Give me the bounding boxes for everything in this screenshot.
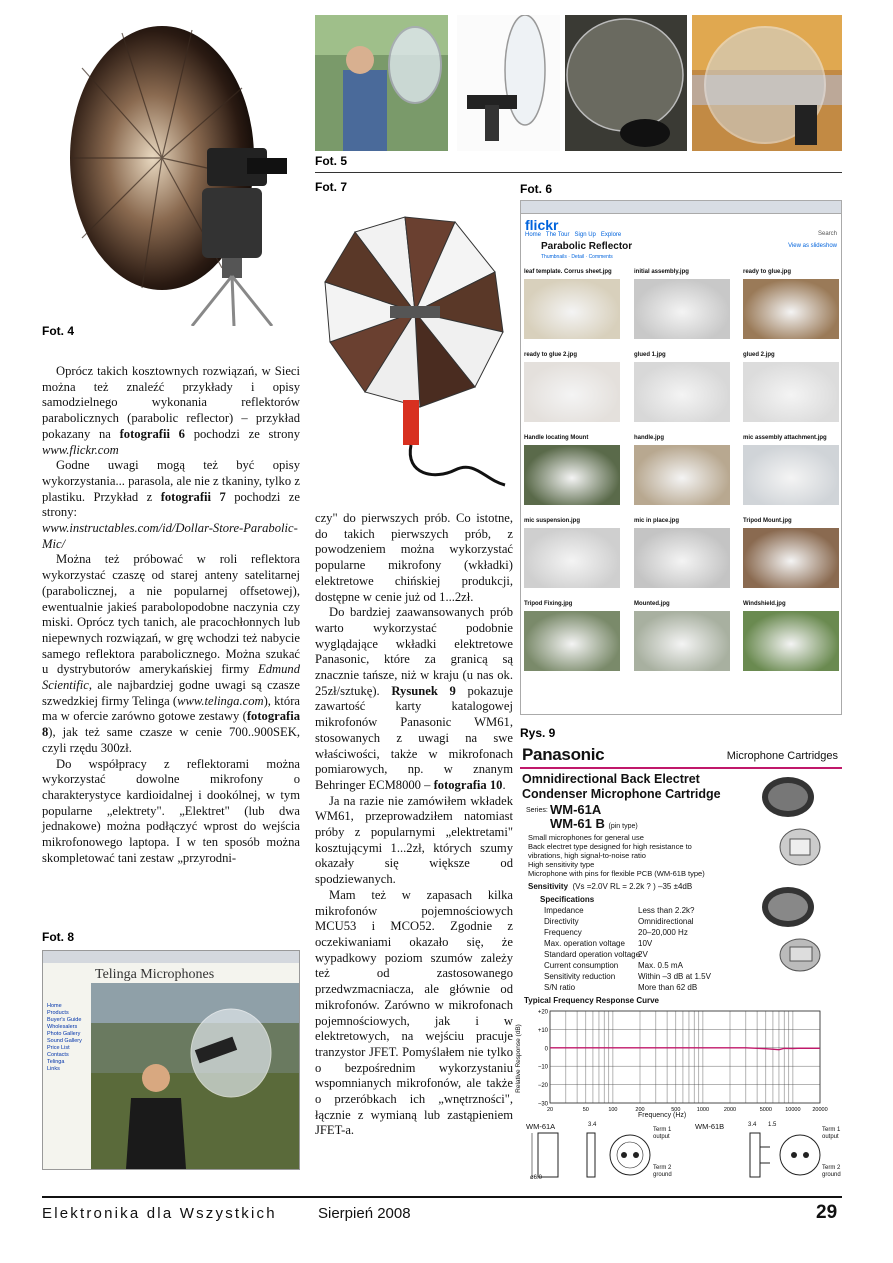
thumbnail-label: glued 1.jpg <box>634 352 666 358</box>
x-tick-label: 200 <box>635 1107 645 1113</box>
thumbnail-label: Mounted.jpg <box>634 601 670 607</box>
dim-label-a: WM-61A <box>526 1122 556 1131</box>
caption-fot7: Fot. 7 <box>315 180 347 194</box>
spec-name: Frequency <box>544 928 582 937</box>
thumbnail-image[interactable] <box>524 279 620 339</box>
panasonic-brand: Panasonic <box>522 745 605 764</box>
thumbnail-image[interactable] <box>634 445 730 505</box>
term1-b: Term 1 output <box>822 1127 841 1140</box>
ds-title-1: Omnidirectional Back Electret <box>522 772 700 786</box>
thumbnail-label: glued 2.jpg <box>743 352 775 358</box>
thumbnail-label: Windshield.jpg <box>743 601 786 607</box>
tab-detail[interactable]: Detail <box>571 254 585 260</box>
menu-item[interactable]: Wholesalers <box>47 1024 78 1030</box>
spec-value: 2V <box>638 950 648 959</box>
caption-fot8: Fot. 8 <box>42 930 74 944</box>
y-tick-label: −30 <box>537 1101 548 1108</box>
nav-tour[interactable]: The Tour <box>545 232 570 238</box>
thumbnail-label: leaf template. Corrus sheet.jpg <box>524 269 612 275</box>
footer-magazine: Elektronika dla Wszystkich <box>42 1205 277 1222</box>
photo-parabolic-reflector-tripod <box>42 8 300 326</box>
telinga-menu <box>47 1003 91 1073</box>
browser-toolbar <box>521 201 842 214</box>
menu-item[interactable]: Links <box>47 1066 60 1072</box>
curve-title: Typical Frequency Response Curve <box>524 996 660 1005</box>
series-label: Series: <box>526 807 548 814</box>
cartridge-images <box>750 775 840 975</box>
panasonic-category: Microphone Cartridges <box>726 750 838 762</box>
dimension-drawings <box>520 1117 842 1189</box>
thumbnail-label: ready to glue 2.jpg <box>524 352 578 358</box>
footer-rule <box>42 1196 842 1198</box>
link-instructables[interactable]: www.instructables.com/id/Dollar-Store-Parabolic-Mic/ <box>42 521 298 551</box>
spec-value: Less than 2.2k? <box>638 906 695 915</box>
thumbnail-label: mic assembly attachment.jpg <box>743 435 827 441</box>
y-tick-label: 0 <box>544 1046 548 1053</box>
thumbnail-image[interactable] <box>743 445 839 505</box>
thumbnail-image[interactable] <box>743 528 839 588</box>
thumbnail-image[interactable] <box>634 528 730 588</box>
menu-item[interactable]: Home <box>47 1003 62 1009</box>
spec-name: Sensitivity reduction <box>544 972 616 981</box>
ds-title-2: Condenser Microphone Cartridge <box>522 787 721 801</box>
thumbnail-image[interactable] <box>524 445 620 505</box>
set-tabs: Thumbnails · Detail · Comments <box>541 254 613 260</box>
dim-d1: 3.4 <box>588 1122 597 1128</box>
menu-item[interactable]: Buyer's Guide <box>47 1017 82 1023</box>
tab-thumbnails[interactable]: Thumbnails <box>541 254 567 260</box>
menu-item[interactable]: Products <box>47 1010 69 1016</box>
model-1: WM-61A <box>550 802 602 817</box>
footer-issue: Sierpień 2008 <box>318 1205 411 1222</box>
caption-fot6: Fot. 6 <box>520 182 552 196</box>
thumbnail-image[interactable] <box>524 528 620 588</box>
feature-list: Small microphones for general use Back electret type designed for high resistance to vibrations, high signal-to-noise ratio High sensitivity type Microphone with pins for flexible PCB (WM-61B type) <box>528 833 705 878</box>
article-column-1: Oprócz takich kosztownych rozwiązań, w Sieci można też znaleźć przykłady i opisy samodzielnego wykonania reflektorów parabolicznych (parabolic reflector) – przykład pokazany na fotografii 6 pochodzi ze strony www.flickr.com Godne uwagi mogą też być opisy wykorzystania... parasola, ale nie z tkaniny, tylko z plastiku. Przykład z fotografii 7 pochodzi ze strony: www.instructables.com/id/Dollar-Store-Parabolic-Mic/ Można też próbować w roli reflektora wykorzystać czaszę od starej anteny satelitarnej (parabolicznej, a nie popularnej offsetowej), ewentualnie jakieś parabolopodobne naczynia czy miski. Oprócz tych tanich, ale pracochłonnych lub niepewnych rozwiązań, w grę wchodzi też nabycie samego reflektora parabolicznego. Można szukać u dystrybutorów amerykańskiej firmy Edmund Scientific, ale najbardziej godne uwagi są czasze szwedzkiej firmy Telinga (www.telinga.com), która ma w ofercie zarówno gotowe zestawy (fotografia 8), jak też same czasze w cenie 700..900SEK, czyli rzędu 300zł. Do współpracy z reflektorami można wykorzystać dowolne mikrofony o charakterystyce kardioidalnej i dookólnej, w tym popularne „elektrety". „Elektret" (lub dwa jednakowe) można podłączyć wprost do wejścia mikrofonowego laptopa. I w ten sposób można skompletować tani zestaw „przyrodni- <box>42 364 301 865</box>
nav-home[interactable]: Home <box>525 232 542 238</box>
tab-comments[interactable]: Comments <box>588 254 613 260</box>
rule <box>315 172 842 173</box>
x-tick-label: 100 <box>608 1107 618 1113</box>
thumbnail-image[interactable] <box>524 362 620 422</box>
sensitivity: Sensitivity (Vs =2.0V RL = 2.2k ? ) –35 ±4dB <box>528 882 693 891</box>
thumbnail-label: initial assembly.jpg <box>634 269 689 275</box>
dim-label-b: WM-61B <box>695 1122 725 1131</box>
thumbnail-label: Handle locating Mount <box>524 435 589 441</box>
x-tick-label: 5000 <box>759 1107 772 1113</box>
spec-name: S/N ratio <box>544 983 576 992</box>
thumbnail-image[interactable] <box>743 611 839 671</box>
browser-toolbar <box>43 951 300 963</box>
thumbnail-label: mic suspension.jpg <box>524 518 581 524</box>
nav-signup[interactable]: Sign Up <box>574 232 596 238</box>
spec-name: Standard operation voltage <box>544 950 641 959</box>
menu-item[interactable]: Telinga <box>47 1059 65 1065</box>
menu-item[interactable]: Photo Gallery <box>47 1031 81 1037</box>
x-axis-label: Frequency (Hz) <box>638 1112 687 1119</box>
brand-rule <box>520 767 842 769</box>
dim-d1b: 3.4 <box>748 1122 757 1128</box>
flickr-nav <box>525 232 621 238</box>
set-title: Parabolic Reflector <box>541 241 633 252</box>
y-tick-label: −20 <box>537 1083 548 1090</box>
link-telinga[interactable]: www.telinga.com <box>177 693 264 708</box>
thumbnail-label: Tripod Mount.jpg <box>743 518 792 524</box>
telinga-screenshot <box>42 950 300 1170</box>
caption-fot5: Fot. 5 <box>315 154 347 168</box>
model-2: WM-61 B (pin type) <box>550 816 638 831</box>
x-tick-label: 20 <box>546 1107 554 1113</box>
flickr-search-button[interactable]: Search <box>817 231 837 237</box>
spec-value: More than 62 dB <box>638 983 698 992</box>
x-tick-label: 10000 <box>785 1107 801 1113</box>
nav-explore[interactable]: Explore <box>600 232 622 238</box>
spec-value: 20–20,000 Hz <box>638 928 688 937</box>
spec-name: Current consumption <box>544 961 619 970</box>
dim-d3: ø6.0 <box>530 1175 543 1181</box>
spec-name: Max. operation voltage <box>544 939 625 948</box>
caption-fot4: Fot. 4 <box>42 324 74 338</box>
thumbnail-label: mic in place.jpg <box>634 518 680 524</box>
photo-umbrella-reflector <box>315 200 513 497</box>
menu-item[interactable]: Contacts <box>47 1052 69 1058</box>
x-tick-label: 1000 <box>696 1107 710 1113</box>
article-column-2: czy" do pierwszych prób. Co istotne, do takich pierwszych prób, z powodzeniem można wykorzystać popularne mikrofony (wkładki) elektretowe chińskiej produkcji, dostępne w cenie już od 1...2zł. Do bardziej zaawansowanych prób warto wykorzystać podobnie wyglądające wkładki elektretowe Panasonic, które za granicą są znacznie tańsze, niż w kraju (u nas ok. 25zł/sztukę). Rysunek 9 pokazuje zawartość karty katalogowej mikrofonów Panasonic WM61, stosowanych z uwagi na swe właściwości, także w mikrofonach pomiarowych, np. w znanym Behringer ECM8000 – fotografia 10. Ja na razie nie zamówiłem wkładek WM61, przeprowadziłem natomiast próby z popularnymi „elektretami" kosztującymi 1...2zł, których szumy okazały się większe od spodziewanych. Mam też w zapasach kilka mikrofonów pojemnościowych MCU53 i MCO52. Zgodnie z oczekiwaniami okazało się, że wypadkowy poziom szumów zależy też od zastosowanego przedwzmacniacza, ale głównie od mikrofonów. Zarówno w mikrofonach pojemnościowych, jak i w elektretowych, na wejściu pracuje tranzystor JFET. Pomyślałem nie tylko o bezpośrednim wykorzystaniu wspomnianych mikrofonów, ale także o przeróbkach ich „wnętrzności", łącznie z wymianą lub zastąpieniem JFET-a. <box>315 511 513 1138</box>
page-number: 29 <box>816 1202 838 1223</box>
term1-a: Term 1 output <box>653 1127 672 1140</box>
y-tick-label: +20 <box>537 1009 548 1016</box>
thumbnail-label: ready to glue.jpg <box>743 269 792 275</box>
frequency-response-chart <box>532 1007 842 1127</box>
y-tick-label: +10 <box>537 1027 548 1034</box>
plot-frame <box>550 1011 820 1103</box>
spec-value: Omnidirectional <box>638 917 694 926</box>
spec-name: Directivity <box>544 917 579 926</box>
thumbnail-label: Tripod Fixing.jpg <box>524 601 573 607</box>
thumbnail-image[interactable] <box>634 611 730 671</box>
x-tick-label: 20000 <box>812 1107 828 1113</box>
panasonic-datasheet <box>514 745 842 1190</box>
menu-item[interactable]: Price List <box>47 1045 70 1051</box>
y-tick-label: −10 <box>537 1064 548 1071</box>
caption-rys9: Rys. 9 <box>520 726 556 740</box>
thumbnail-image[interactable] <box>743 362 839 422</box>
flickr-logo: flickr <box>525 217 559 233</box>
dim-d2: 1.5 <box>768 1122 777 1128</box>
x-tick-label: 2000 <box>723 1107 737 1113</box>
thumbnail-image[interactable] <box>743 279 839 339</box>
x-tick-label: 500 <box>671 1107 681 1113</box>
photo-strip-fot5 <box>315 15 842 151</box>
spec-value: Within –3 dB at 1.5V <box>638 972 711 981</box>
spec-value: Max. 0.5 mA <box>638 961 683 970</box>
thumbnail-image[interactable] <box>634 279 730 339</box>
spec-name: Impedance <box>544 906 584 915</box>
menu-item[interactable]: Sound Gallery <box>47 1038 82 1044</box>
slideshow-link[interactable]: View as slideshow <box>788 243 837 249</box>
spec-title: Specifications <box>540 895 595 904</box>
thumbnail-image[interactable] <box>634 362 730 422</box>
telinga-photo <box>91 983 299 1169</box>
term2-b: Term 2 ground <box>822 1165 841 1178</box>
telinga-title: Telinga Microphones <box>95 967 215 982</box>
spec-value: 10V <box>638 939 653 948</box>
flickr-screenshot <box>520 200 842 715</box>
thumbnail-image[interactable] <box>524 611 620 671</box>
y-axis-label: Relative Response (dB) <box>514 1024 522 1093</box>
term2-a: Term 2 ground <box>653 1165 672 1178</box>
thumbnail-label: handle.jpg <box>634 435 664 441</box>
x-tick-label: 50 <box>582 1107 589 1113</box>
